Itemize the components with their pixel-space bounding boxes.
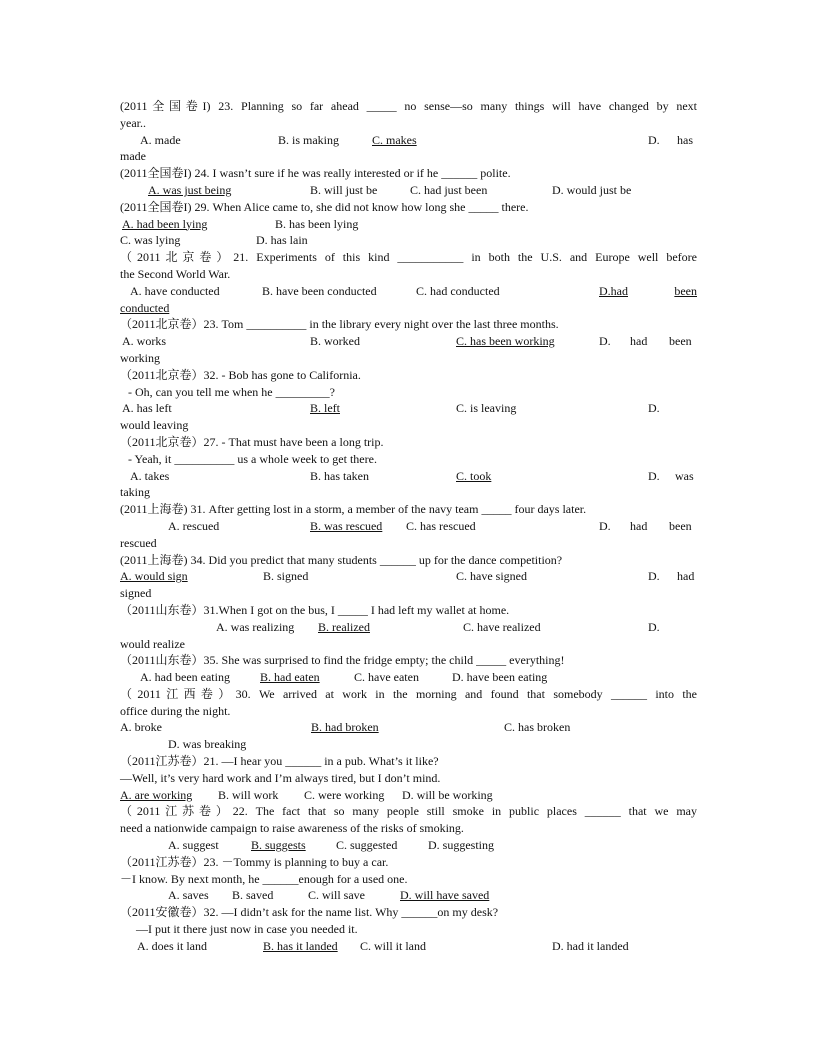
option-b: B. has taken <box>310 468 369 483</box>
option-d-text: had <box>677 569 695 584</box>
question-stem-continued: —I put it there just now in case you needed it. <box>136 922 358 937</box>
document-body <box>120 98 697 955</box>
answer-options <box>120 619 697 636</box>
question-stem: (2011全国卷I) 29. When Alice came to, she did not know how long she _____ there. <box>120 199 529 214</box>
question-stem: （2011北京卷）32. - Bob has gone to California. <box>120 367 361 382</box>
option-b-answer: B. had eaten <box>260 670 320 685</box>
answer-options <box>120 400 697 417</box>
option-a: A. had been eating <box>140 670 230 685</box>
answer-options <box>120 182 697 199</box>
option-c: C. have realized <box>463 619 541 634</box>
option-a: A. made <box>140 132 181 147</box>
option-b-answer: B. suggests <box>251 838 306 853</box>
option-d: D. would just be <box>552 182 632 197</box>
option-d-text: had <box>630 518 648 533</box>
answer-options <box>120 736 697 753</box>
question-stem: （2011江苏卷）21. —I hear you ______ in a pub. What’s it like? <box>120 754 439 769</box>
option-d-answer: D. will have saved <box>400 888 490 903</box>
option-a-answer: A. had been lying <box>122 216 208 231</box>
option-c: C. have eaten <box>354 670 419 685</box>
answer-options <box>120 938 697 955</box>
option-d: D. <box>599 518 611 533</box>
option-d: D. has lain <box>256 233 308 248</box>
option-d: D. suggesting <box>428 838 494 853</box>
option-d-continued: would realize <box>120 636 185 651</box>
answer-options <box>120 837 697 854</box>
option-b: B. signed <box>263 569 309 584</box>
option-d-continued: taking <box>120 485 150 500</box>
question-stem-continued: year.. <box>120 115 146 130</box>
option-d: D. had it landed <box>552 938 629 953</box>
option-d-continued: would leaving <box>120 418 189 433</box>
option-d: D. will be working <box>402 787 493 802</box>
option-d-text: has <box>677 132 693 147</box>
question-stem: （2011江苏卷）23. －Tommy is planning to buy a car. <box>120 854 389 869</box>
answer-options <box>120 468 697 485</box>
option-d-continued: working <box>120 350 160 365</box>
question-stem: （2011江西卷）30. We arrived at work in the morning and found that somebody ______ into the <box>120 686 697 701</box>
option-d-continued: made <box>120 149 146 164</box>
option-c: C. were working <box>304 787 385 802</box>
question-stem: （2011安徽卷）32. —I didn’t ask for the name list. Why ______on my desk? <box>120 905 499 920</box>
option-d-continued: conducted <box>120 300 170 315</box>
option-d: D. <box>648 569 660 584</box>
option-b: B. have been conducted <box>262 283 377 298</box>
question-stem: (2011上海卷) 34. Did you predict that many students ______ up for the dance competition? <box>120 552 563 567</box>
option-c: C. will save <box>308 888 365 903</box>
option-d-text: had <box>630 334 648 349</box>
option-c-answer: C. has been working <box>456 334 555 349</box>
option-b-answer: B. has it landed <box>263 938 338 953</box>
option-c: C. had just been <box>410 182 488 197</box>
option-c: C. has rescued <box>406 518 476 533</box>
option-a: A. has left <box>122 401 172 416</box>
question-stem: （2011北京卷）21. Experiments of this kind ___________ in both the U.S. and Europe well before <box>120 250 697 265</box>
option-c: C. was lying <box>120 233 181 248</box>
option-b: B. has been lying <box>275 216 359 231</box>
question-stem-continued: need a nationwide campaign to raise awareness of the risks of smoking. <box>120 821 464 836</box>
option-a: A. broke <box>120 720 162 735</box>
option-b-answer: B. had broken <box>311 720 379 735</box>
option-c-answer: C. took <box>456 468 492 483</box>
option-a: A. rescued <box>168 518 220 533</box>
option-d: D. was breaking <box>168 737 247 752</box>
option-c-answer: C. makes <box>372 132 417 147</box>
option-a: A. does it land <box>137 938 207 953</box>
option-d: D. <box>648 401 660 416</box>
question-stem: (2011上海卷) 31. After getting lost in a storm, a member of the navy team _____ four days later. <box>120 502 587 517</box>
option-a: A. was realizing <box>216 619 295 634</box>
option-b-answer: B. was rescued <box>310 518 383 533</box>
question-stem: （2011北京卷）27. - That must have been a long trip. <box>120 434 384 449</box>
option-b: B. is making <box>278 132 340 147</box>
option-c: C. will it land <box>360 938 426 953</box>
option-b-answer: B. left <box>310 401 340 416</box>
option-d-text: was <box>675 468 694 483</box>
option-a: A. takes <box>130 468 170 483</box>
option-d-text: been <box>669 518 692 533</box>
question-stem-continued: - Yeah, it __________ us a whole week to get there. <box>128 451 377 466</box>
option-a-answer: A. would sign <box>120 569 188 584</box>
answer-options <box>120 216 697 233</box>
answer-options <box>120 568 697 585</box>
question-stem: （2011山东卷）35. She was surprised to find the fridge empty; the child _____ everything! <box>120 653 565 668</box>
option-d: D. <box>648 132 660 147</box>
option-a: A. suggest <box>168 838 219 853</box>
answer-options <box>120 283 697 300</box>
answer-options <box>120 232 697 249</box>
answer-options <box>120 132 697 149</box>
option-a: A. saves <box>168 888 209 903</box>
answer-options <box>120 887 697 904</box>
question-stem-continued: －I know. By next month, he ______enough for a used one. <box>120 871 408 886</box>
option-a: A. works <box>122 334 166 349</box>
option-d: D. <box>648 468 660 483</box>
answer-options <box>120 518 697 535</box>
answer-options <box>120 787 697 804</box>
option-d-continued: rescued <box>120 535 157 550</box>
option-c: C. is leaving <box>456 401 517 416</box>
question-stem: （2011江苏卷）22. The fact that so many people still smoke in public places ______ that we may <box>120 804 697 819</box>
option-d-text: been <box>669 334 692 349</box>
option-d: D. have been eating <box>452 670 548 685</box>
option-c: C. had conducted <box>416 283 500 298</box>
question-stem: (2011全国卷I) 24. I wasn’t sure if he was really interested or if he ______ polite. <box>120 166 511 181</box>
option-d-answer: D.had been <box>599 283 697 298</box>
option-d-continued: signed <box>120 586 152 601</box>
question-stem-continued: —Well, it’s very hard work and I’m always tired, but I don’t mind. <box>120 770 441 785</box>
option-c: C. suggested <box>336 838 398 853</box>
option-c: C. has broken <box>504 720 571 735</box>
question-stem-continued: office during the night. <box>120 703 231 718</box>
answer-options <box>120 719 697 736</box>
question-stem: (2011全国卷I) 23. Planning so far ahead _____ no sense—so many things will have changed by next <box>120 99 697 113</box>
option-b: B. will just be <box>310 182 378 197</box>
answer-options <box>120 333 697 350</box>
option-d: D. <box>648 619 660 634</box>
question-stem-continued: - Oh, can you tell me when he _________? <box>128 384 335 399</box>
option-b: B. will work <box>218 787 279 802</box>
question-stem-continued: the Second World War. <box>120 266 231 281</box>
option-a-answer: A. was just being <box>148 182 232 197</box>
question-stem: （2011山东卷）31.When I got on the bus, I _____ I had left my wallet at home. <box>120 602 510 617</box>
option-b: B. worked <box>310 334 360 349</box>
question-stem: （2011北京卷）23. Tom __________ in the library every night over the last three months. <box>120 317 559 332</box>
option-d: D. <box>599 334 611 349</box>
answer-options <box>120 669 697 686</box>
option-c: C. have signed <box>456 569 527 584</box>
option-b-answer: B. realized <box>318 619 370 634</box>
option-a: A. have conducted <box>130 283 220 298</box>
option-a-answer: A. are working <box>120 787 193 802</box>
option-b: B. saved <box>232 888 274 903</box>
